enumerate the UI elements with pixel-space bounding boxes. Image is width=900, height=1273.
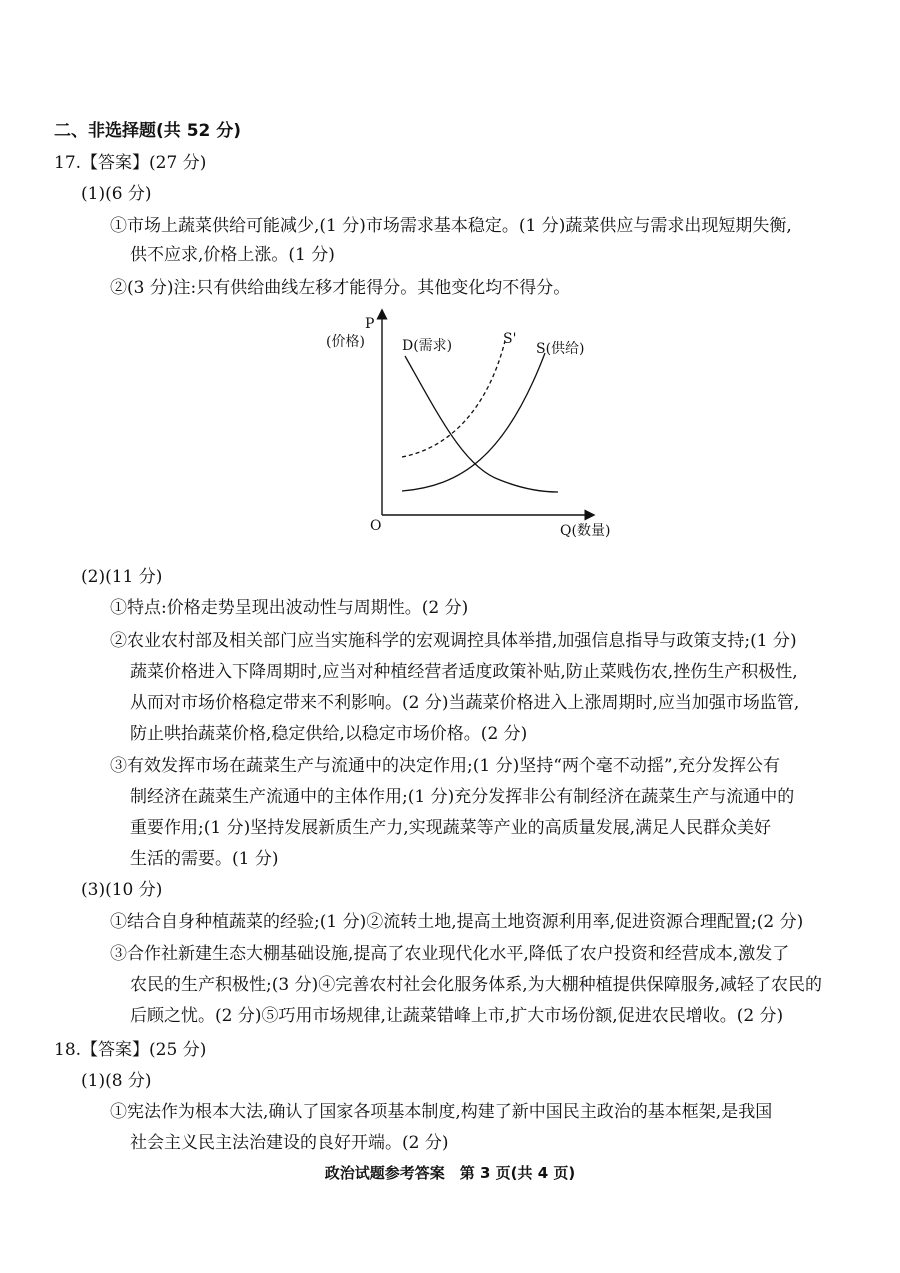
q17-part3-label: (3)(10 分) [81,880,163,900]
q17-p1-answer1-line2: 供不应求,价格上涨。(1 分) [130,245,335,265]
supply-demand-graph [310,308,650,546]
q17-p2-answer1: ①特点:价格走势呈现出波动性与周期性。(2 分) [110,598,469,618]
q17-p1-answer1-line1: ①市场上蔬菜供给可能减少,(1 分)市场需求基本稳定。(1 分)蔬菜供应与需求出现短期失衡, [110,216,792,236]
q17-part2-label: (2)(11 分) [81,567,163,587]
q17-p1-answer2: ②(3 分)注:只有供给曲线左移才能得分。其他变化均不得分。 [110,278,571,298]
q17-p2-answer3-line3: 重要作用;(1 分)坚持发展新质生产力,实现蔬菜等产业的高质量发展,满足人民群众美好 [130,818,772,838]
price-axis-label: P [365,316,375,332]
supply-label: S(供给) [536,341,585,357]
q17-p2-answer3-line4: 生活的需要。(1 分) [130,849,279,869]
shifted-supply-label: S' [503,331,517,347]
q17-p2-answer2-line3: 从而对市场价格稳定带来不利影响。(2 分)当蔬菜价格进入上涨周期时,应当加强市场监管, [130,693,800,713]
q17-p2-answer2-line4: 防止哄抬蔬菜价格,稳定供给,以稳定市场价格。(2 分) [130,724,528,744]
price-axis-caption: (价格) [326,334,365,350]
demand-label: D(需求) [402,338,453,354]
q18-p1-answer1-line2: 社会主义民主法治建设的良好开端。(2 分) [130,1133,449,1153]
q17-p3-line4: 后顾之忧。(2 分)⑤巧用市场规律,让蔬菜错峰上市,扩大市场份额,促进农民增收。(2 分) [130,1006,784,1026]
q18-part1-label: (1)(8 分) [81,1071,152,1091]
q17-p2-answer3-line2: 制经济在蔬菜生产流通中的主体作用;(1 分)充分发挥非公有制经济在蔬菜生产与流通中的 [130,787,795,807]
q18-p1-answer1-line1: ①宪法作为根本大法,确认了国家各项基本制度,构建了新中国民主政治的基本框架,是我国 [110,1102,773,1122]
q17-p2-answer3-line1: ③有效发挥市场在蔬菜生产与流通中的决定作用;(1 分)坚持“两个毫不动摇”,充分发挥公有 [110,756,780,776]
q17-header: 17.【答案】(27 分) [54,153,207,173]
shifted-supply-curve [402,341,505,457]
page-footer: 政治试题参考答案 第 3 页(共 4 页) [324,1164,576,1182]
q17-part1-label: (1)(6 分) [81,184,152,204]
q18-header: 18.【答案】(25 分) [54,1040,207,1060]
q17-p2-answer2-line2: 蔬菜价格进入下降周期时,应当对种植经营者适度政策补贴,防止菜贱伤农,挫伤生产积极性, [130,662,798,682]
q17-p3-line2: ③合作社新建生态大棚基础设施,提高了农业现代化水平,降低了农户投资和经营成本,激发了 [110,944,790,964]
q17-p3-line1: ①结合自身种植蔬菜的经验;(1 分)②流转土地,提高土地资源利用率,促进资源合理配置;(2 分) [110,912,804,932]
origin-label: O [370,518,382,534]
q17-p3-line3: 农民的生产积极性;(3 分)④完善农村社会化服务体系,为大棚种植提供保障服务,减轻了农民的 [130,975,823,995]
section-title: 二、非选择题(共 52 分) [54,121,242,141]
quantity-axis-label: Q(数量) [560,523,611,539]
q17-p2-answer2-line1: ②农业农村部及相关部门应当实施科学的宏观调控具体举措,加强信息指导与政策支持;(1 分) [110,631,797,651]
supply-curve [402,353,545,491]
